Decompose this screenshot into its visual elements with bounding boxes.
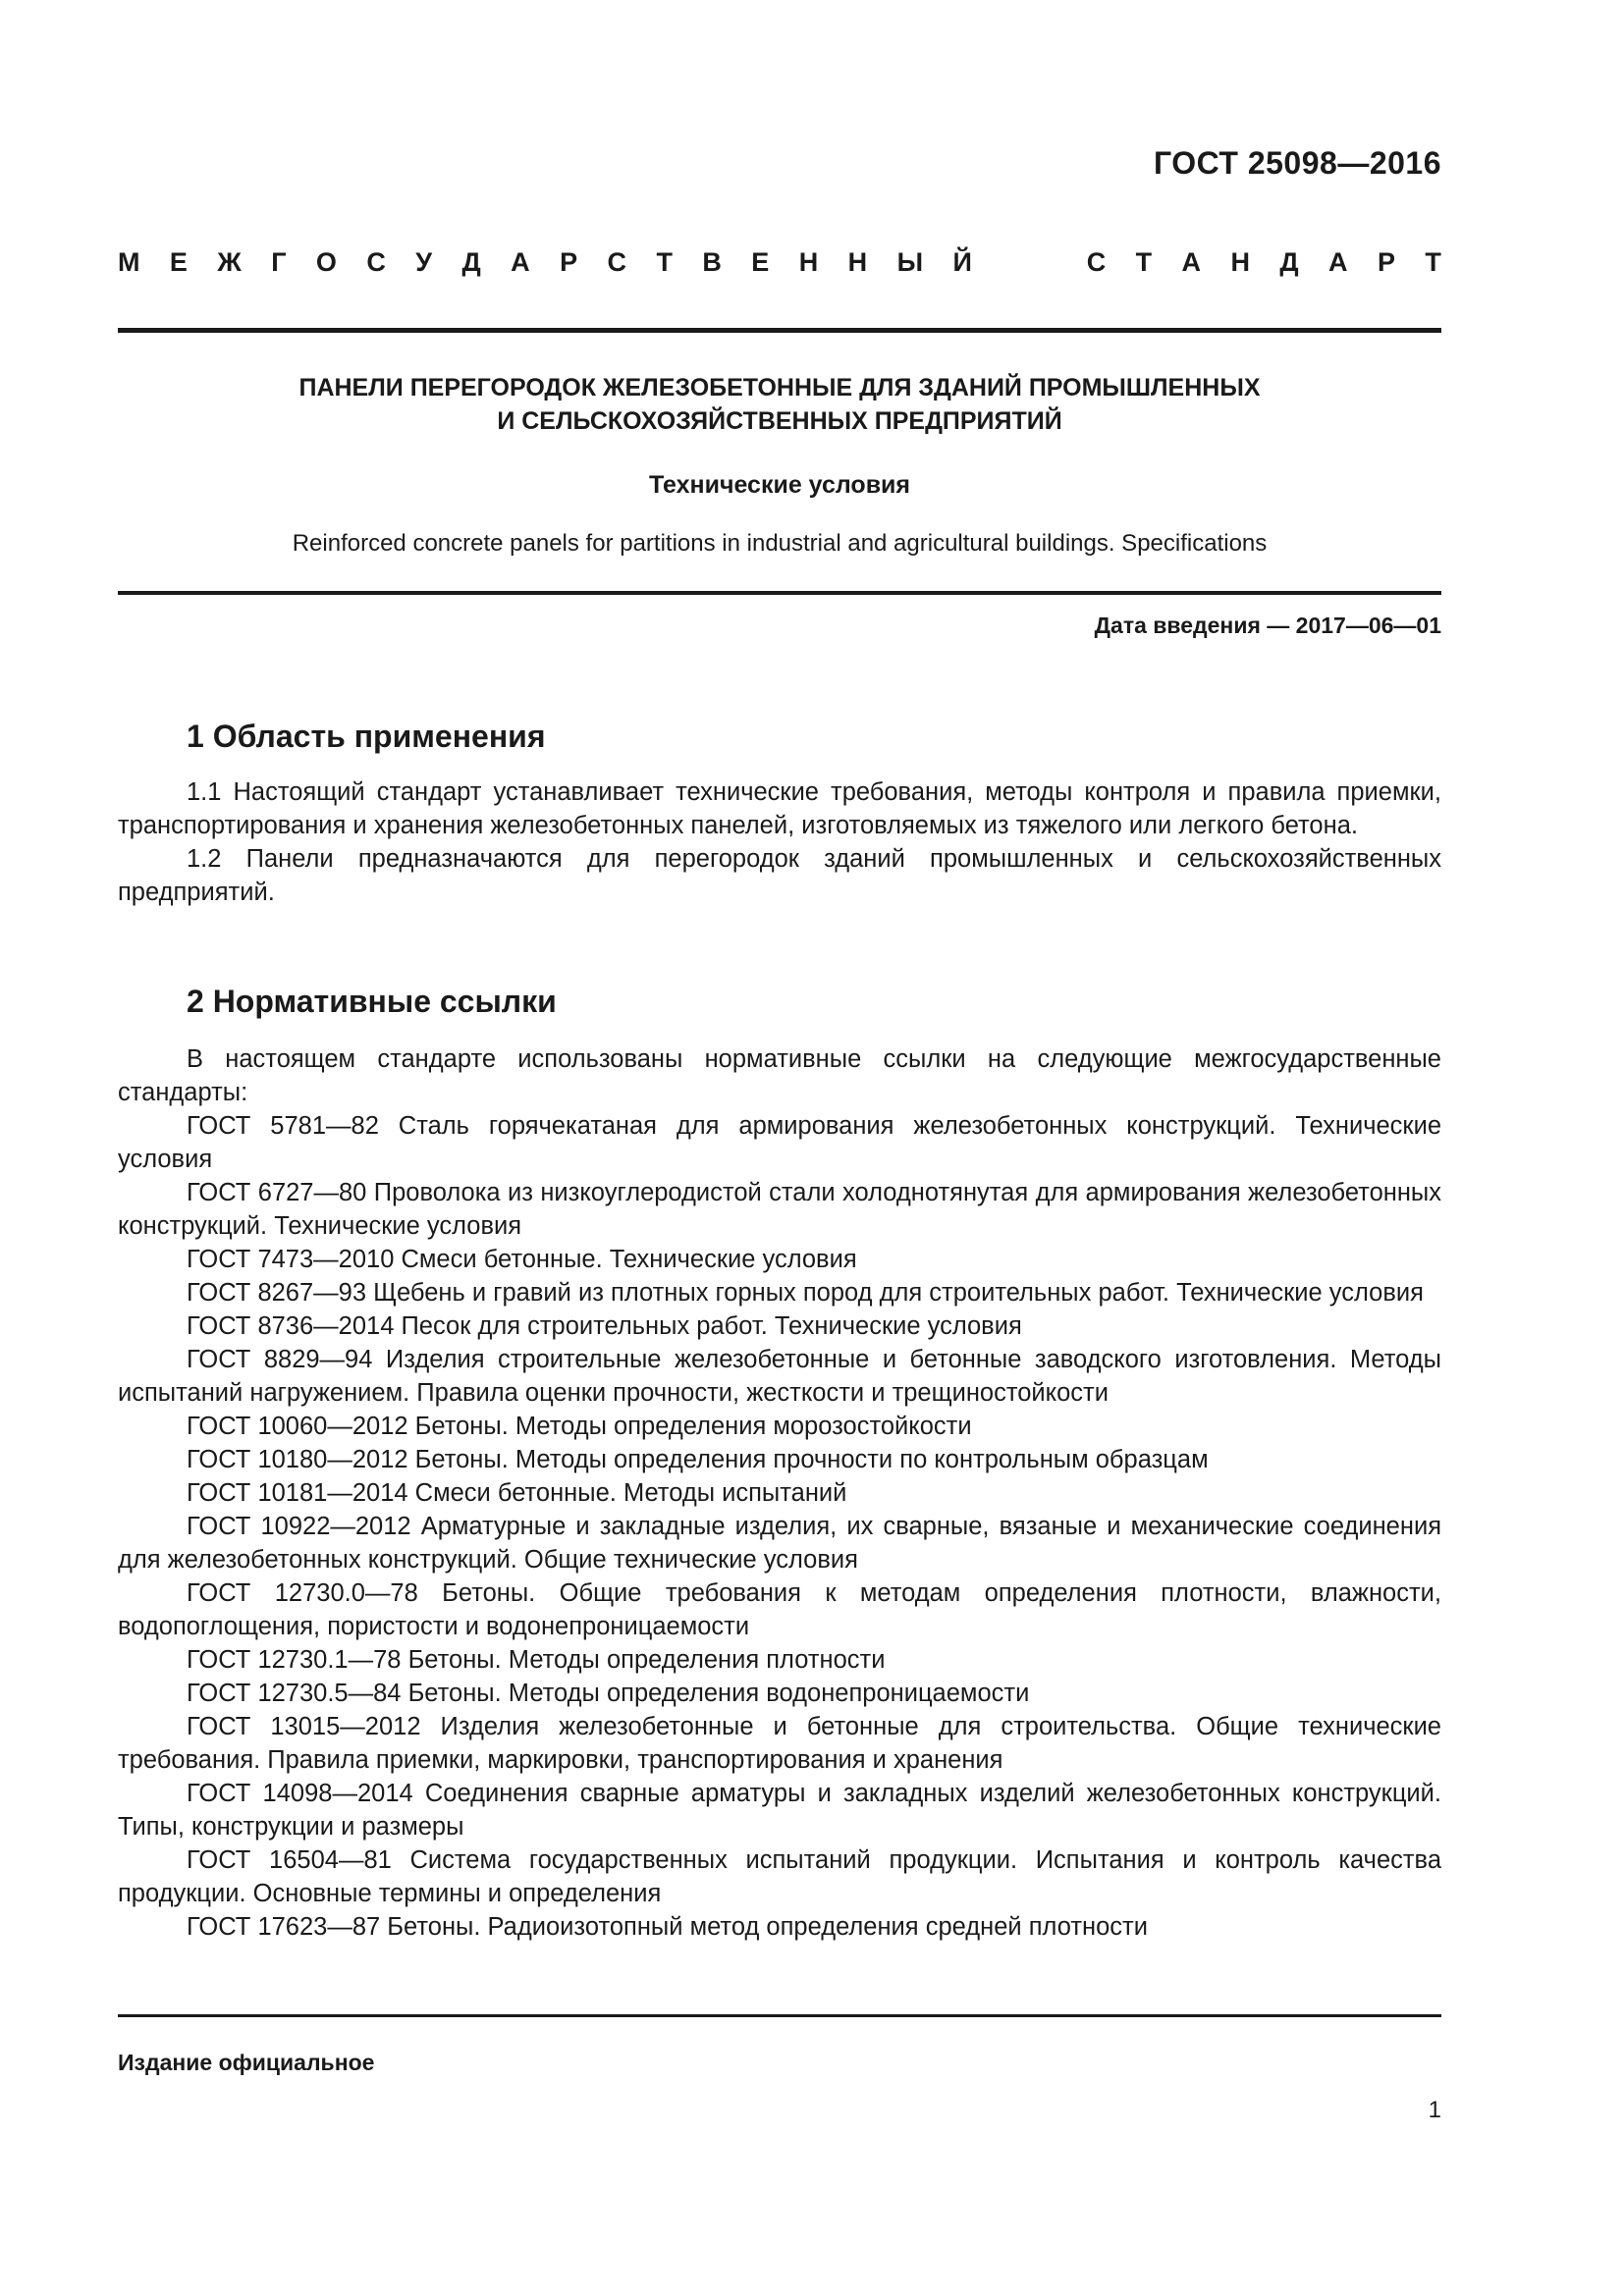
title-line-1: ПАНЕЛИ ПЕРЕГОРОДОК ЖЕЛЕЗОБЕТОННЫЕ ДЛЯ ЗДАНИЙ ПРОМЫШЛЕННЫХ <box>298 374 1261 401</box>
reference-item: ГОСТ 8829—94 Изделия строительные железобетонные и бетонные заводского изготовления. Методы испытаний нагружением. Правила оценки прочности, жесткости и трещиностойкости <box>118 1346 1441 1407</box>
banner-letter: Г <box>271 247 287 277</box>
section-2-body <box>118 1042 1441 1944</box>
document-title <box>118 371 1441 438</box>
banner-letter: Ж <box>217 247 242 277</box>
section-1-body <box>118 775 1441 909</box>
banner-letter: А <box>511 247 530 277</box>
reference-item: ГОСТ 10060—2012 Бетоны. Методы определения морозостойкости <box>187 1413 972 1440</box>
reference-item: ГОСТ 5781—82 Сталь горячекатаная для армирования железобетонных конструкций. Технические условия <box>118 1112 1441 1173</box>
reference-item: ГОСТ 12730.5—84 Бетоны. Методы определения водонепроницаемости <box>187 1680 1030 1707</box>
reference-item: ГОСТ 10922—2012 Арматурные и закладные изделия, их сварные, вязаные и механические соединения для железобетонных конструкций. Общие технические условия <box>118 1513 1441 1574</box>
banner-letter: Н <box>798 247 819 277</box>
title-divider <box>118 591 1441 595</box>
banner-letter: Д <box>1279 247 1299 277</box>
paragraph: 1.1 Настоящий стандарт устанавливает технические требования, методы контроля и правила приемки, транспортирования и хранения железобетонных панелей, изготовляемых из тяжелого или легкого бетона. <box>118 778 1441 839</box>
document-code: ГОСТ 25098—2016 <box>1153 145 1441 181</box>
reference-item: ГОСТ 13015—2012 Изделия железобетонные и бетонные для строительства. Общие технические требования. Правила приемки, маркировки, транспортирования и хранения <box>118 1713 1441 1774</box>
page-number: 1 <box>1428 2097 1441 2123</box>
banner-letter: Д <box>461 247 481 277</box>
banner-letter: С <box>366 247 386 277</box>
banner-letter: Т <box>1135 247 1153 277</box>
banner-letter: С <box>607 247 627 277</box>
banner-letter: Е <box>169 247 188 277</box>
reference-item: ГОСТ 7473—2010 Смеси бетонные. Технические условия <box>187 1246 857 1273</box>
banner-letter: Т <box>656 247 673 277</box>
banner-letter: Й <box>952 247 972 277</box>
header-divider <box>118 328 1441 333</box>
banner-letter: В <box>702 247 722 277</box>
reference-item: ГОСТ 17623—87 Бетоны. Радиоизотопный метод определения средней плотности <box>187 1913 1148 1941</box>
reference-item: ГОСТ 8267—93 Щебень и гравий из плотных горных пород для строительных работ. Технические условия <box>187 1279 1424 1307</box>
banner-letter: С <box>1086 247 1107 277</box>
section-2-heading: 2 Нормативные ссылки <box>187 984 557 1019</box>
section-1-heading: 1 Область применения <box>187 719 546 754</box>
reference-item: ГОСТ 10181—2014 Смеси бетонные. Методы испытаний <box>187 1479 847 1507</box>
banner-letter: А <box>1328 247 1348 277</box>
banner-letter: М <box>118 247 140 277</box>
reference-item: ГОСТ 8736—2014 Песок для строительных работ. Технические условия <box>187 1312 1022 1340</box>
banner-letter: О <box>315 247 337 277</box>
reference-item: ГОСТ 12730.1—78 Бетоны. Методы определения плотности <box>187 1646 886 1674</box>
banner-letter: У <box>415 247 433 277</box>
paragraph: В настоящем стандарте использованы нормативные ссылки на следующие межгосударственные стандарты: <box>118 1045 1441 1106</box>
document-subtitle: Технические условия <box>648 471 911 499</box>
introduction-date: Дата введения — 2017—06—01 <box>1094 613 1441 638</box>
reference-item: ГОСТ 12730.0—78 Бетоны. Общие требования к методам определения плотности, влажности, водопоглощения, пористости и водонепроницаемости <box>118 1579 1441 1640</box>
banner-letter: Р <box>1377 247 1395 277</box>
official-edition-label: Издание официальное <box>118 2050 375 2075</box>
banner-letter: Н <box>1230 247 1250 277</box>
english-title: Reinforced concrete panels for partitions in industrial and agricultural buildings. Specifications <box>292 530 1268 557</box>
banner-letter: Е <box>751 247 770 277</box>
reference-item: ГОСТ 6727—80 Проволока из низкоуглеродистой стали холоднотянутая для армирования железобетонных конструкций. Технические условия <box>118 1179 1441 1240</box>
title-line-2: И СЕЛЬСКОХОЗЯЙСТВЕННЫХ ПРЕДПРИЯТИЙ <box>497 407 1062 435</box>
reference-item: ГОСТ 16504—81 Система государственных испытаний продукции. Испытания и контроль качества продукции. Основные термины и определения <box>118 1846 1441 1907</box>
standard-type-banner <box>118 247 1441 278</box>
banner-letter: Т <box>1425 247 1441 277</box>
reference-item: ГОСТ 10180—2012 Бетоны. Методы определения прочности по контрольным образцам <box>187 1446 1209 1473</box>
paragraph: 1.2 Панели предназначаются для перегородок зданий промышленных и сельскохозяйственных предприятий. <box>118 845 1441 906</box>
banner-letter: Ы <box>896 247 924 277</box>
banner-letter: А <box>1181 247 1202 277</box>
footer-divider <box>118 2014 1441 2017</box>
banner-letter: Р <box>560 247 578 277</box>
banner-letter: Н <box>847 247 868 277</box>
reference-item: ГОСТ 14098—2014 Соединения сварные арматуры и закладных изделий железобетонных конструкций. Типы, конструкции и размеры <box>118 1780 1441 1841</box>
